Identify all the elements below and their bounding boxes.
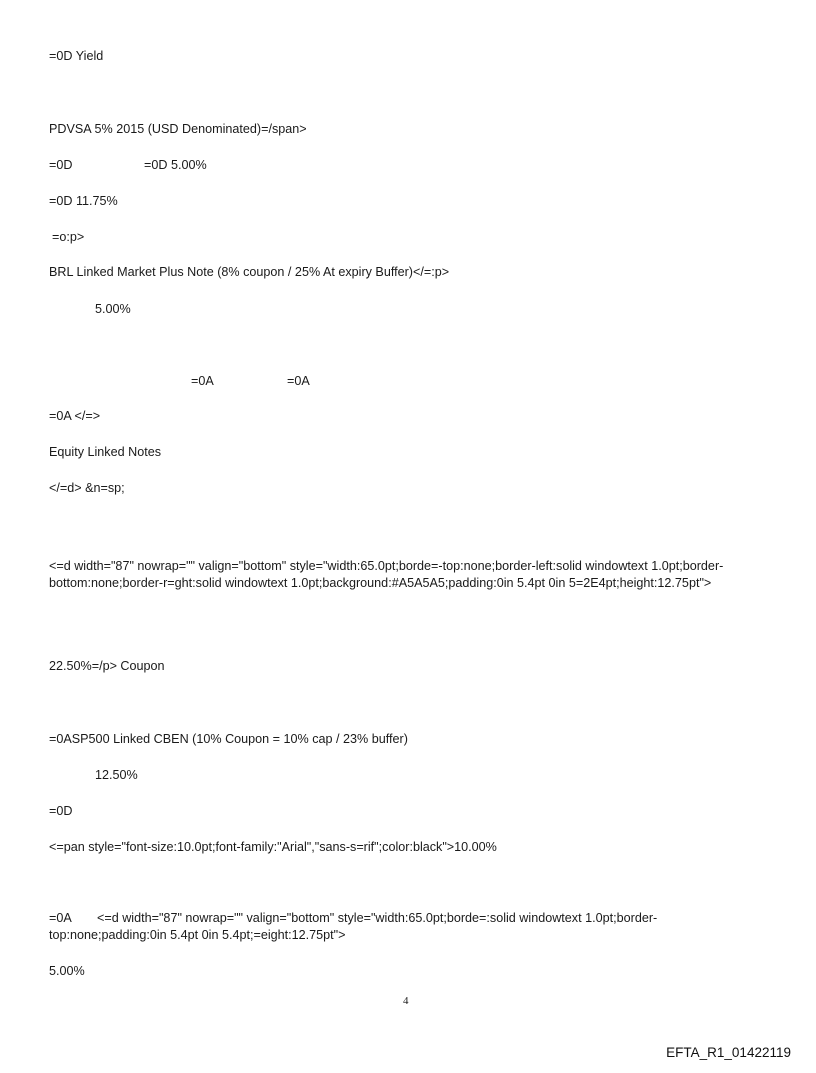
text-paragraph: <=d width="87" nowrap="" valign="bottom" style="width:65.0pt;borde=:solid windowtext 1.0pt;border-top:none;padding:0in 5.4pt 0in 5.4pt;=eight:12.75pt">	[49, 911, 658, 942]
text-line: 22.50%=/p> Coupon	[49, 659, 165, 673]
text-line: PDVSA 5% 2015 (USD Denominated)=/span>	[49, 122, 307, 136]
text-line: </=d> &n=sp;	[49, 481, 125, 495]
text-line: =0D 5.00%	[144, 158, 207, 172]
text-line: 5.00%	[95, 302, 131, 316]
text-line: =o:p>	[52, 230, 85, 244]
text-line: <=pan style="font-size:10.0pt;font-family:"Arial","sans-s=rif";color:black">10.00%	[49, 840, 497, 854]
text-line: =0D	[49, 804, 73, 818]
text-line: 5.00%	[49, 964, 85, 978]
text-line: =0A	[191, 374, 214, 388]
text-line: =0D	[49, 158, 73, 172]
section-heading: Equity Linked Notes	[49, 445, 162, 459]
text-line: 12.50%	[95, 768, 138, 782]
text-line: =0D 11.75%	[49, 194, 118, 208]
document-id: EFTA_R1_01422119	[666, 1045, 791, 1060]
text-line: =0ASP500 Linked CBEN (10% Coupon = 10% cap / 23% buffer)	[49, 732, 408, 746]
text-line: =0D Yield	[49, 49, 104, 63]
text-line: =0A </=>	[49, 409, 101, 423]
text-paragraph: <=d width="87" nowrap="" valign="bottom" style="width:65.0pt;borde=-top:none;border-left:solid windowtext 1.0pt;border-bottom:none;border-r=ght:solid windowtext 1.0pt;background:#A5A5A5;padding:0in 5.4pt 0in 5=2E4pt;height:12.75pt">	[49, 559, 724, 590]
text-line: BRL Linked Market Plus Note (8% coupon / 25% At expiry Buffer)</=:p>	[49, 265, 450, 279]
text-line: =0A	[49, 911, 72, 925]
page-number: 4	[403, 995, 409, 1007]
text-line: =0A	[287, 374, 310, 388]
